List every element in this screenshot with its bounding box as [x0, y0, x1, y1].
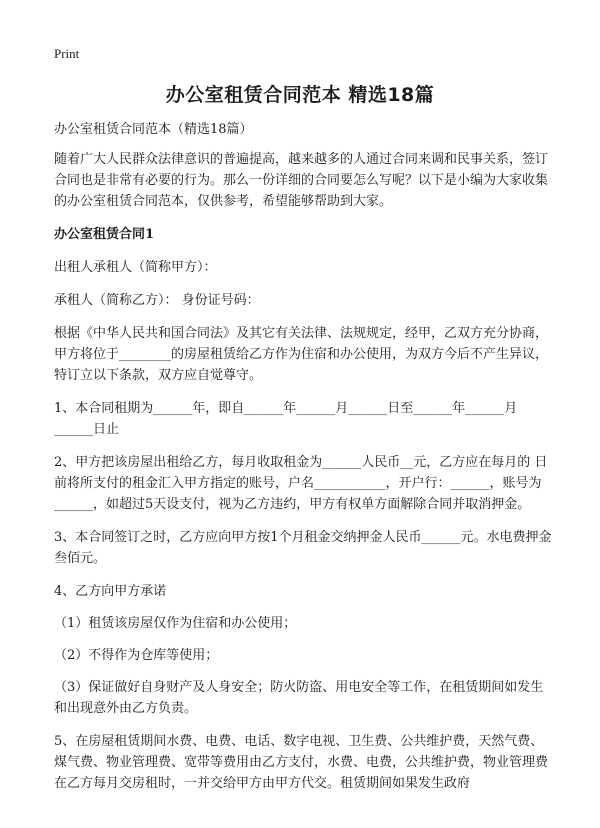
party-a-line: 出租人承租人（简称甲方）：: [54, 260, 217, 275]
clause-4-item-3: （3）保证做好自身财产及人身安全；防火防盗、用电安全等工作，在租赁期间如发生和出现意外由乙方负责。: [54, 680, 544, 716]
document-body: [54, 119, 554, 794]
clause-5-fees: 5、在房屋租赁期间水费、电费、电话、数字电视、卫生费、公共维护费，天然气费、煤气费、物业管理费、宽带等费用由乙方支付，水费、电费，公共维护费，物业管理费在乙方每月交房租时，一并交给甲方由甲方代交。租赁期间如果发生政府: [54, 734, 549, 791]
document-title: 办公室租赁合同范本 精选18篇: [165, 84, 435, 106]
clause-2-rent: 2、甲方把该房屋出租给乙方，每月收取租金为______人民币__元，乙方应在每月的 日前将所支付的租金汇入甲方指定的账号，户名___________，开户行：______，账号为______，如超过5天设支付，视为乙方违约，甲方有权单方面解除合同并取消押金。: [54, 455, 548, 512]
section-heading: 办公室租赁合同1: [54, 227, 155, 242]
party-b-line: 承租人（简称乙方）： 身份证号码：: [54, 293, 260, 308]
print-link[interactable]: Print: [54, 46, 80, 61]
document-subtitle: 办公室租赁合同范本（精选18篇）: [54, 122, 253, 137]
preamble-paragraph: 根据《中华人民共和国合同法》及其它有关法律、法规规定，经甲，乙双方充分协商，甲方将位于________的房屋租赁给乙方作为住宿和办公使用，为双方今后不产生异议，特订立以下条款，双方应自觉尊守。: [54, 326, 549, 383]
intro-paragraph: 随着广大人民群众法律意识的普遍提高，越来越多的人通过合同来调和民事关系，签订合同也是非常有必要的行为。那么一份详细的合同要怎么写呢？以下是小编为大家收集的办公室租赁合同范本，仅供参考，希望能够帮助到大家。: [54, 152, 549, 209]
clause-4-heading: 4、乙方向甲方承诺: [54, 584, 167, 599]
clause-3-deposit: 3、本合同签订之时，乙方应向甲方按1个月租金交纳押金人民币______元。水电费押金叁佰元。: [54, 530, 552, 566]
clause-4-item-1: （1）租赁该房屋仅作为住宿和办公使用；: [54, 616, 297, 631]
clause-1-term: 1、本合同租期为______年，即自______年______月______日至______年______月______日止: [54, 401, 518, 437]
clause-4-item-2: （2）不得作为仓库等使用；: [54, 648, 219, 663]
